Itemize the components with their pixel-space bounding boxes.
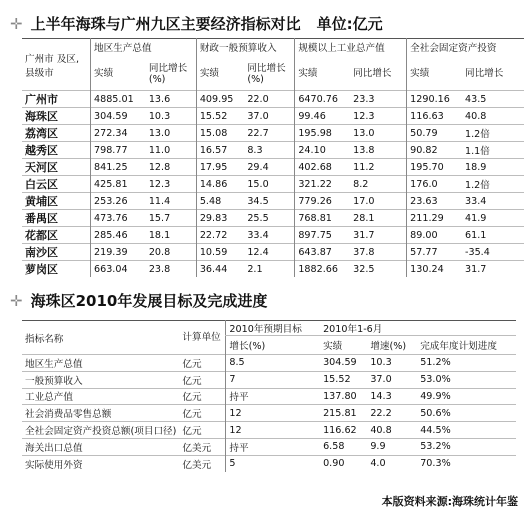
table-cell: 116.63 [407,108,462,125]
group-fiscal: 财政一般预算收入 [196,39,295,55]
table-cell: 57.77 [407,244,462,261]
table-cell: 10.3 [367,355,417,372]
table-cell: 5.48 [196,193,244,210]
table-cell: 22.0 [244,91,295,108]
table-cell: 9.9 [367,438,417,455]
table-cell: 13.6 [146,91,197,108]
table-cell: 29.4 [244,159,295,176]
table-cell: 8.2 [350,176,407,193]
sub-growth-target: 增长(%) [226,336,320,355]
table-cell: 50.6% [417,405,516,422]
table-cell: 13.0 [350,125,407,142]
district-name: 黄埔区 [22,193,91,210]
table-cell: 402.68 [295,159,350,176]
table-cell: 37.0 [244,108,295,125]
group-investment: 全社会固定资产投资 [407,39,524,55]
table-cell: 779.26 [295,193,350,210]
table-cell: 0.90 [320,455,367,471]
table-cell: 12.8 [146,159,197,176]
table-cell: 12.3 [146,176,197,193]
section2-title [10,290,267,311]
table-cell: 16.57 [196,142,244,159]
table-cell: 5 [226,455,320,471]
table-cell: 持平 [226,388,320,405]
table-row [22,227,524,244]
comparison-table [22,38,524,277]
sub-actual: 实绩 [323,341,343,352]
table-cell: 15.52 [320,371,367,388]
col-unit: 计算单位 [182,332,221,343]
table-cell: 50.79 [407,125,462,142]
table-cell: 17.95 [196,159,244,176]
table-cell: 219.39 [91,244,146,261]
district-name: 番禺区 [22,210,91,227]
table-cell: 285.46 [91,227,146,244]
table-cell: 31.7 [350,227,407,244]
table-cell: 41.9 [462,210,524,227]
district-name: 萝岗区 [22,261,91,278]
table-cell: 亿元 [179,405,226,422]
table-row [22,210,524,227]
table-cell: 116.62 [320,422,367,439]
table-cell: 51.2% [417,355,516,372]
table-cell: 253.26 [91,193,146,210]
district-name: 白云区 [22,176,91,193]
targets-table [22,320,516,472]
table-cell: 17.0 [350,193,407,210]
table-row [22,371,516,388]
table-cell: 897.75 [295,227,350,244]
sub-growth: 增速(%) [370,341,407,352]
table-cell: 33.4 [462,193,524,210]
district-name: 花都区 [22,227,91,244]
table-cell: 8.3 [244,142,295,159]
table-cell: 6470.76 [295,91,350,108]
table-cell: 12 [226,405,320,422]
table-cell: 11.0 [146,142,197,159]
group-target: 2010年预期目标 [226,321,320,336]
plus-icon: ✛ [10,292,23,310]
sub-growth: 同比增长(%) [148,62,188,85]
table-cell: 23.8 [146,261,197,278]
table-cell: 亿美元 [179,455,226,471]
table-cell: 321.22 [295,176,350,193]
table-row [22,455,516,471]
table-cell: 1.2倍 [462,125,524,142]
table-cell: 409.95 [196,91,244,108]
table-row [22,244,524,261]
table-cell: 137.80 [320,388,367,405]
sub-growth: 同比增长 [353,68,392,79]
table-cell: 15.7 [146,210,197,227]
table-cell: 24.10 [295,142,350,159]
table-cell: 15.08 [196,125,244,142]
table-row [22,142,524,159]
table-cell: 89.00 [407,227,462,244]
sub-progress: 完成年度计划进度 [420,341,497,352]
table-row [22,176,524,193]
indicator-name: 地区生产总值 [22,355,179,372]
table-cell: 12 [226,422,320,439]
table-cell: 304.59 [91,108,146,125]
table-row [22,125,524,142]
table-cell: 亿元 [179,355,226,372]
table-cell: 29.83 [196,210,244,227]
table-cell: 473.76 [91,210,146,227]
table-cell: 195.98 [295,125,350,142]
table-row [22,422,516,439]
table-row [22,193,524,210]
sub-actual: 实绩 [196,54,244,91]
table-row [22,159,524,176]
table-cell: 22.72 [196,227,244,244]
table-cell: -35.4 [462,244,524,261]
table-cell: 4885.01 [91,91,146,108]
table-cell: 61.1 [462,227,524,244]
table-cell: 25.5 [244,210,295,227]
group-industry: 规模以上工业总产值 [295,39,407,55]
table-cell: 1.2倍 [462,176,524,193]
table-cell: 49.9% [417,388,516,405]
table-cell: 643.87 [295,244,350,261]
table-cell: 22.7 [244,125,295,142]
table-cell: 8.5 [226,355,320,372]
table-cell: 6.58 [320,438,367,455]
table-cell: 14.3 [367,388,417,405]
table-cell: 20.8 [146,244,197,261]
table-cell: 37.0 [367,371,417,388]
table-row [22,108,524,125]
sub-actual: 实绩 [91,54,146,91]
table-cell: 70.3% [417,455,516,471]
table-row [22,405,516,422]
table-cell: 36.44 [196,261,244,278]
table-cell: 持平 [226,438,320,455]
table-row [22,261,524,278]
table-cell: 15.52 [196,108,244,125]
table-cell: 37.8 [350,244,407,261]
indicator-name: 社会消费品零售总额 [22,405,179,422]
table-cell: 10.59 [196,244,244,261]
district-name: 海珠区 [22,108,91,125]
table-cell: 11.4 [146,193,197,210]
source-note: 本版资料来源:海珠统计年鉴 [381,495,518,508]
group-gdp: 地区生产总值 [91,39,197,55]
table-cell: 40.8 [367,422,417,439]
table-cell: 10.3 [146,108,197,125]
col-name: 指标名称 [25,333,64,345]
table-cell: 272.34 [91,125,146,142]
table-cell: 43.5 [462,91,524,108]
table-cell: 13.8 [350,142,407,159]
table-cell: 亿元 [179,388,226,405]
district-name: 南沙区 [22,244,91,261]
district-name: 天河区 [22,159,91,176]
table-row [22,91,524,108]
table-cell: 15.0 [244,176,295,193]
table-cell: 13.0 [146,125,197,142]
table-cell: 22.2 [367,405,417,422]
district-name: 荔湾区 [22,125,91,142]
table-cell: 34.5 [244,193,295,210]
sub-actual: 实绩 [407,54,462,91]
indicator-name: 一般预算收入 [22,371,179,388]
table-cell: 32.5 [350,261,407,278]
sub-growth: 同比增长(%) [247,62,286,85]
table-cell: 53.2% [417,438,516,455]
group-actual: 2010年1-6月 [320,321,516,336]
district-name: 广州市 [22,91,91,108]
table-row [22,355,516,372]
table-cell: 798.77 [91,142,146,159]
table-cell: 12.3 [350,108,407,125]
table-cell: 2.1 [244,261,295,278]
table-cell: 1882.66 [295,261,350,278]
table-cell: 53.0% [417,371,516,388]
table-cell: 211.29 [407,210,462,227]
table-cell: 130.24 [407,261,462,278]
table-cell: 28.1 [350,210,407,227]
row-header: 广州市 及区,县级市 [25,54,80,79]
table-cell: 99.46 [295,108,350,125]
table-row [22,438,516,455]
table-cell: 1.1倍 [462,142,524,159]
indicator-name: 实际使用外资 [22,455,179,471]
table-cell: 40.8 [462,108,524,125]
table-cell: 1290.16 [407,91,462,108]
table-cell: 18.9 [462,159,524,176]
table-cell: 304.59 [320,355,367,372]
table-cell: 663.04 [91,261,146,278]
sub-actual: 实绩 [295,54,350,91]
table-cell: 176.0 [407,176,462,193]
table-cell: 768.81 [295,210,350,227]
sub-growth: 同比增长 [465,68,504,79]
table-cell: 18.1 [146,227,197,244]
table-cell: 23.3 [350,91,407,108]
table-cell: 425.81 [91,176,146,193]
indicator-name: 工业总产值 [22,388,179,405]
table-cell: 90.82 [407,142,462,159]
section1-unit: 单位:亿元 [316,15,383,33]
table-cell: 亿元 [179,371,226,388]
section2-title-text: 海珠区2010年发展目标及完成进度 [30,292,268,310]
table-cell: 195.70 [407,159,462,176]
section1-title-text: 上半年海珠与广州九区主要经济指标对比 [30,15,301,33]
table-cell: 215.81 [320,405,367,422]
indicator-name: 全社会固定资产投资总额(项目口径) [22,422,179,439]
table-cell: 14.86 [196,176,244,193]
table-row [22,388,516,405]
district-name: 越秀区 [22,142,91,159]
table-cell: 12.4 [244,244,295,261]
table-cell: 亿元 [179,422,226,439]
table-cell: 7 [226,371,320,388]
table-cell: 23.63 [407,193,462,210]
table-cell: 31.7 [462,261,524,278]
table-cell: 亿美元 [179,438,226,455]
table-cell: 4.0 [367,455,417,471]
table-cell: 841.25 [91,159,146,176]
table-cell: 33.4 [244,227,295,244]
indicator-name: 海关出口总值 [22,438,179,455]
table-cell: 11.2 [350,159,407,176]
plus-icon: ✛ [10,15,23,33]
section1-title [10,13,383,34]
table-cell: 44.5% [417,422,516,439]
